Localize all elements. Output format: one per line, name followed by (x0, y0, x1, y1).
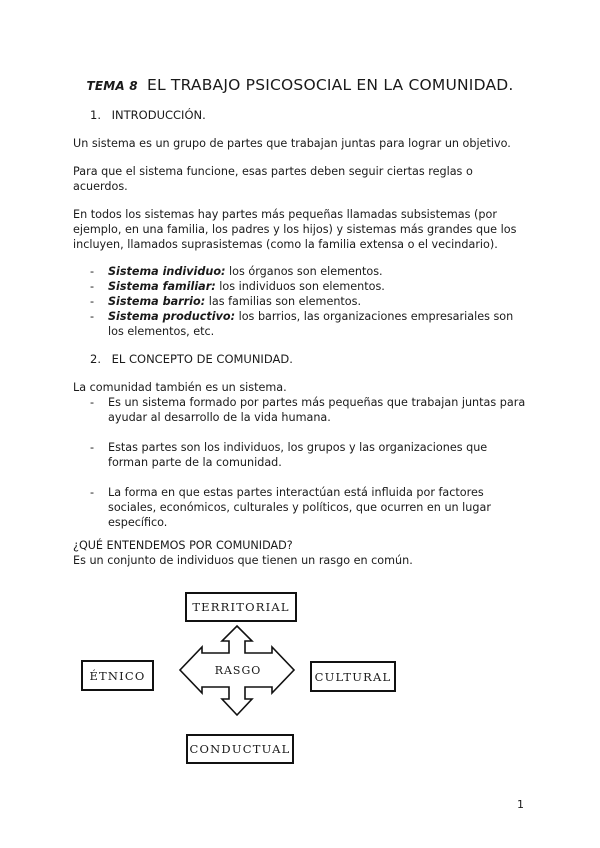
item-text: los individuos son elementos. (215, 280, 385, 293)
systems-list (90, 264, 530, 339)
page-number: 1 (517, 798, 524, 811)
item-term: Sistema individuo: (108, 265, 226, 278)
intro-paragraph-1: Un sistema es un grupo de partes que trabajan juntas para lograr un objetivo. (73, 137, 511, 150)
list-item: - La forma en que estas partes interactúan está influida por factores sociales, económicos, culturales y políticos, que ocurren en un lugar específico. (90, 485, 530, 530)
etnico-box: ÉTNICO (81, 660, 154, 691)
question-heading: ¿QUÉ ENTENDEMOS POR COMUNIDAD? (73, 539, 293, 552)
community-intro: La comunidad también es un sistema. (73, 381, 287, 394)
community-list (90, 395, 530, 530)
item-term: Sistema productivo: (108, 310, 236, 323)
title-prefix: TEMA 8 (86, 79, 138, 93)
list-item: - Es un sistema formado por partes más pequeñas que trabajan juntas para ayudar al desarrollo de la vida humana. (90, 395, 530, 425)
item-term: Sistema barrio: (108, 295, 206, 308)
section2-number: 2. (90, 352, 101, 366)
item-term: Sistema familiar: (108, 280, 216, 293)
territorial-box: TERRITORIAL (185, 592, 297, 622)
section1-number: 1. (90, 108, 101, 122)
item-text: las familias son elementos. (205, 295, 362, 308)
section1-heading (90, 108, 206, 122)
list-item (90, 279, 530, 294)
section2-heading (90, 352, 293, 366)
title-text: EL TRABAJO PSICOSOCIAL EN LA COMUNIDAD. (146, 76, 514, 94)
rasgo-label: RASGO (214, 664, 262, 677)
intro-paragraph-3: En todos los sistemas hay partes más pequeñas llamadas subsistemas (por ejemplo, en una familia, los padres y los hijos) y sistemas más grandes que los incluyen, llamados suprasistemas (como la familia extensa o el vecindario). (73, 208, 517, 251)
item-text: los órganos son elementos. (225, 265, 383, 278)
page-title (0, 76, 600, 94)
list-item: - Estas partes son los individuos, los grupos y las organizaciones que forman parte de la comunidad. (90, 440, 530, 470)
list-item (90, 264, 530, 279)
cultural-box: CULTURAL (310, 661, 396, 692)
list-item (90, 309, 530, 339)
question-answer: Es un conjunto de individuos que tienen un rasgo en común. (73, 554, 413, 567)
list-item (90, 294, 530, 309)
item-text: los barrios, las organizaciones empresariales son los elementos, etc. (108, 310, 514, 338)
section2-title: EL CONCEPTO DE COMUNIDAD. (111, 352, 293, 366)
intro-paragraph-2: Para que el sistema funcione, esas partes deben seguir ciertas reglas o acuerdos. (73, 165, 473, 193)
section1-title: INTRODUCCIÓN. (111, 108, 206, 122)
conductual-box: CONDUCTUAL (186, 734, 294, 764)
